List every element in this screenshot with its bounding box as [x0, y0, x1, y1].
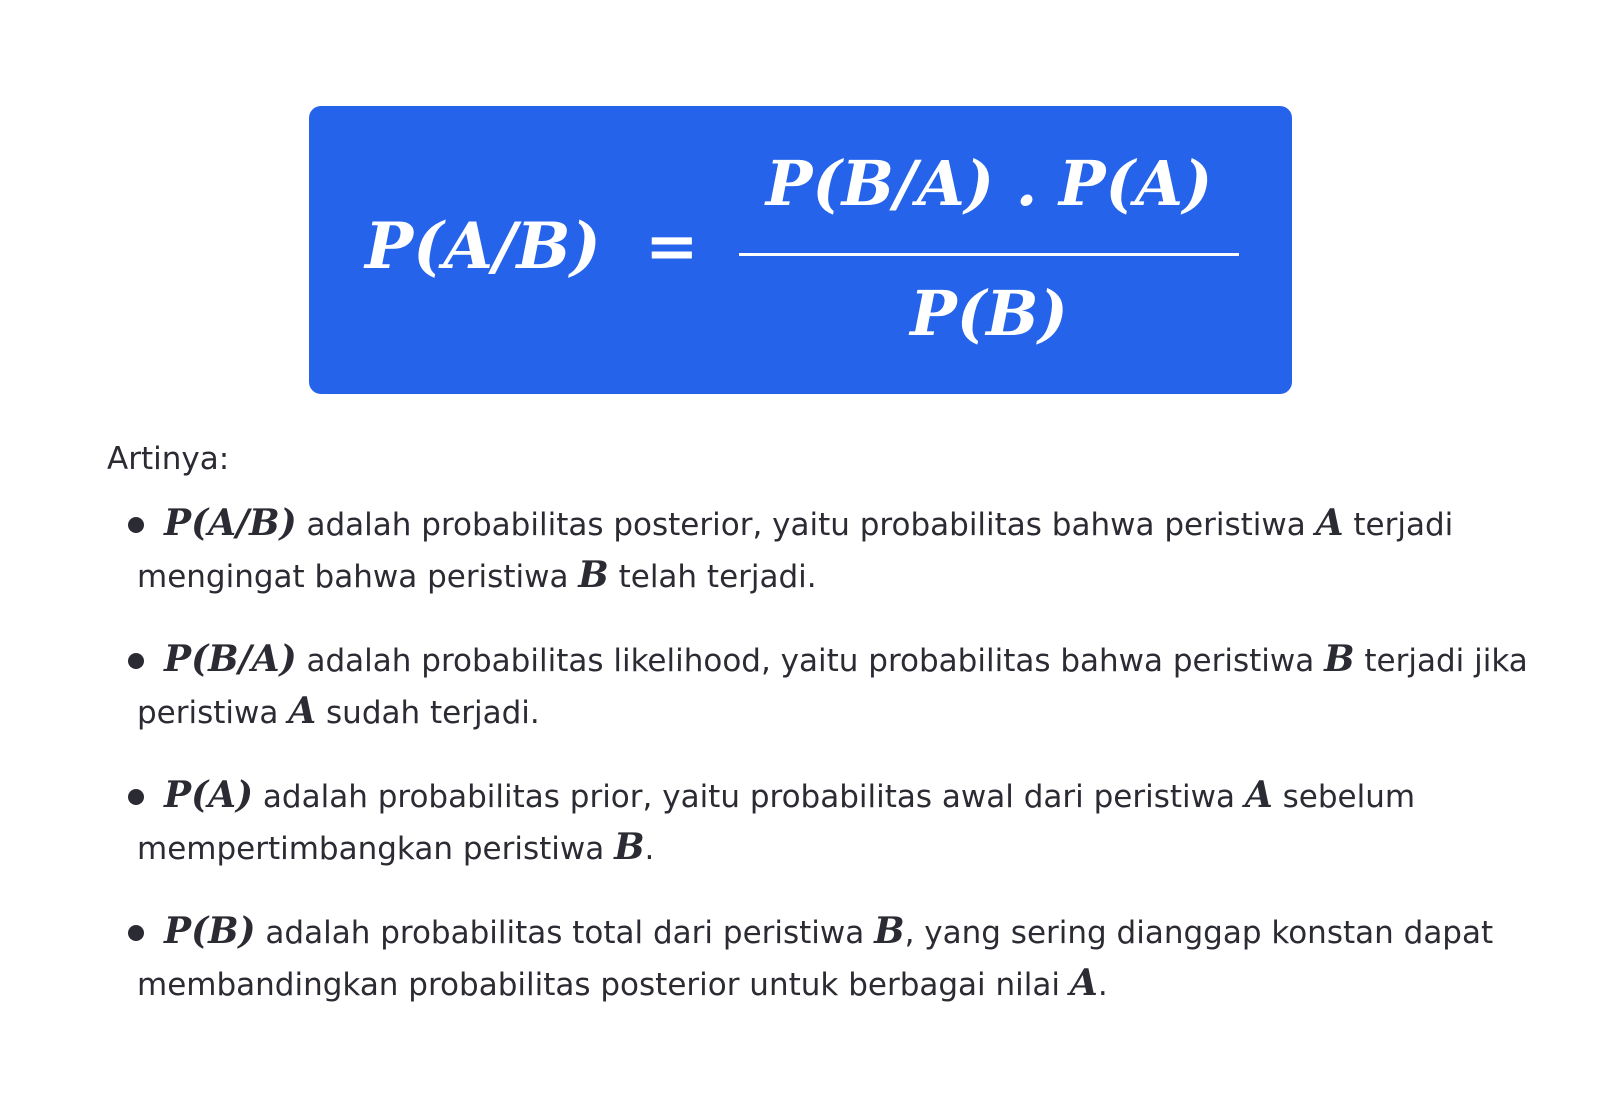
bullet-icon: [128, 925, 144, 941]
item-text: adalah probabilitas likelihood, yaitu probabilitas bahwa peristiwa: [296, 643, 1325, 679]
definition-list: [137, 498, 1577, 1042]
definition-item-prior: [137, 770, 1577, 874]
item-text: .: [1097, 967, 1108, 1003]
item-symbol: P(A/B): [164, 502, 297, 544]
item-text: adalah probabilitas total dari peristiwa: [255, 915, 875, 951]
item-text: adalah probabilitas posterior, yaitu probabilitas bahwa peristiwa: [296, 507, 1316, 543]
item-text: , yang sering dianggap konstan dapat membandingkan probabilitas posterior untuk berbagai nilai: [137, 915, 1494, 1003]
definition-item-evidence: [137, 906, 1577, 1010]
item-variable: A: [1069, 962, 1098, 1004]
definition-item-likelihood: [137, 634, 1577, 738]
item-variable: A: [1244, 774, 1273, 816]
item-text: sudah terjadi.: [316, 695, 540, 731]
item-variable: A: [288, 690, 317, 732]
item-text: sebelum mempertimbangkan peristiwa: [137, 779, 1416, 867]
fraction-line: [739, 253, 1239, 256]
formula-equals: =: [645, 209, 699, 284]
bullet-icon: [128, 517, 144, 533]
formula-denominator: P(B): [910, 277, 1068, 350]
item-symbol: P(A): [164, 774, 254, 816]
item-variable: A: [1315, 502, 1344, 544]
item-symbol: P(B/A): [164, 638, 297, 680]
item-variable: B: [614, 826, 645, 868]
item-text: terjadi mengingat bahwa peristiwa: [137, 507, 1454, 595]
definition-item-posterior: [137, 498, 1577, 602]
intro-text: Artinya:: [107, 441, 230, 477]
item-text: adalah probabilitas prior, yaitu probabilitas awal dari peristiwa: [253, 779, 1245, 815]
item-variable: B: [1324, 638, 1355, 680]
item-text: .: [644, 831, 655, 867]
item-variable: B: [874, 910, 905, 952]
formula-numerator: P(B/A) . P(A): [765, 147, 1213, 220]
item-text: telah terjadi.: [608, 559, 817, 595]
formula-lhs: P(A/B): [365, 209, 601, 284]
bullet-icon: [128, 789, 144, 805]
item-variable: B: [578, 554, 609, 596]
bullet-icon: [128, 653, 144, 669]
item-symbol: P(B): [164, 910, 256, 952]
item-text: terjadi jika peristiwa: [137, 643, 1528, 731]
bayes-formula-box: [309, 106, 1292, 394]
